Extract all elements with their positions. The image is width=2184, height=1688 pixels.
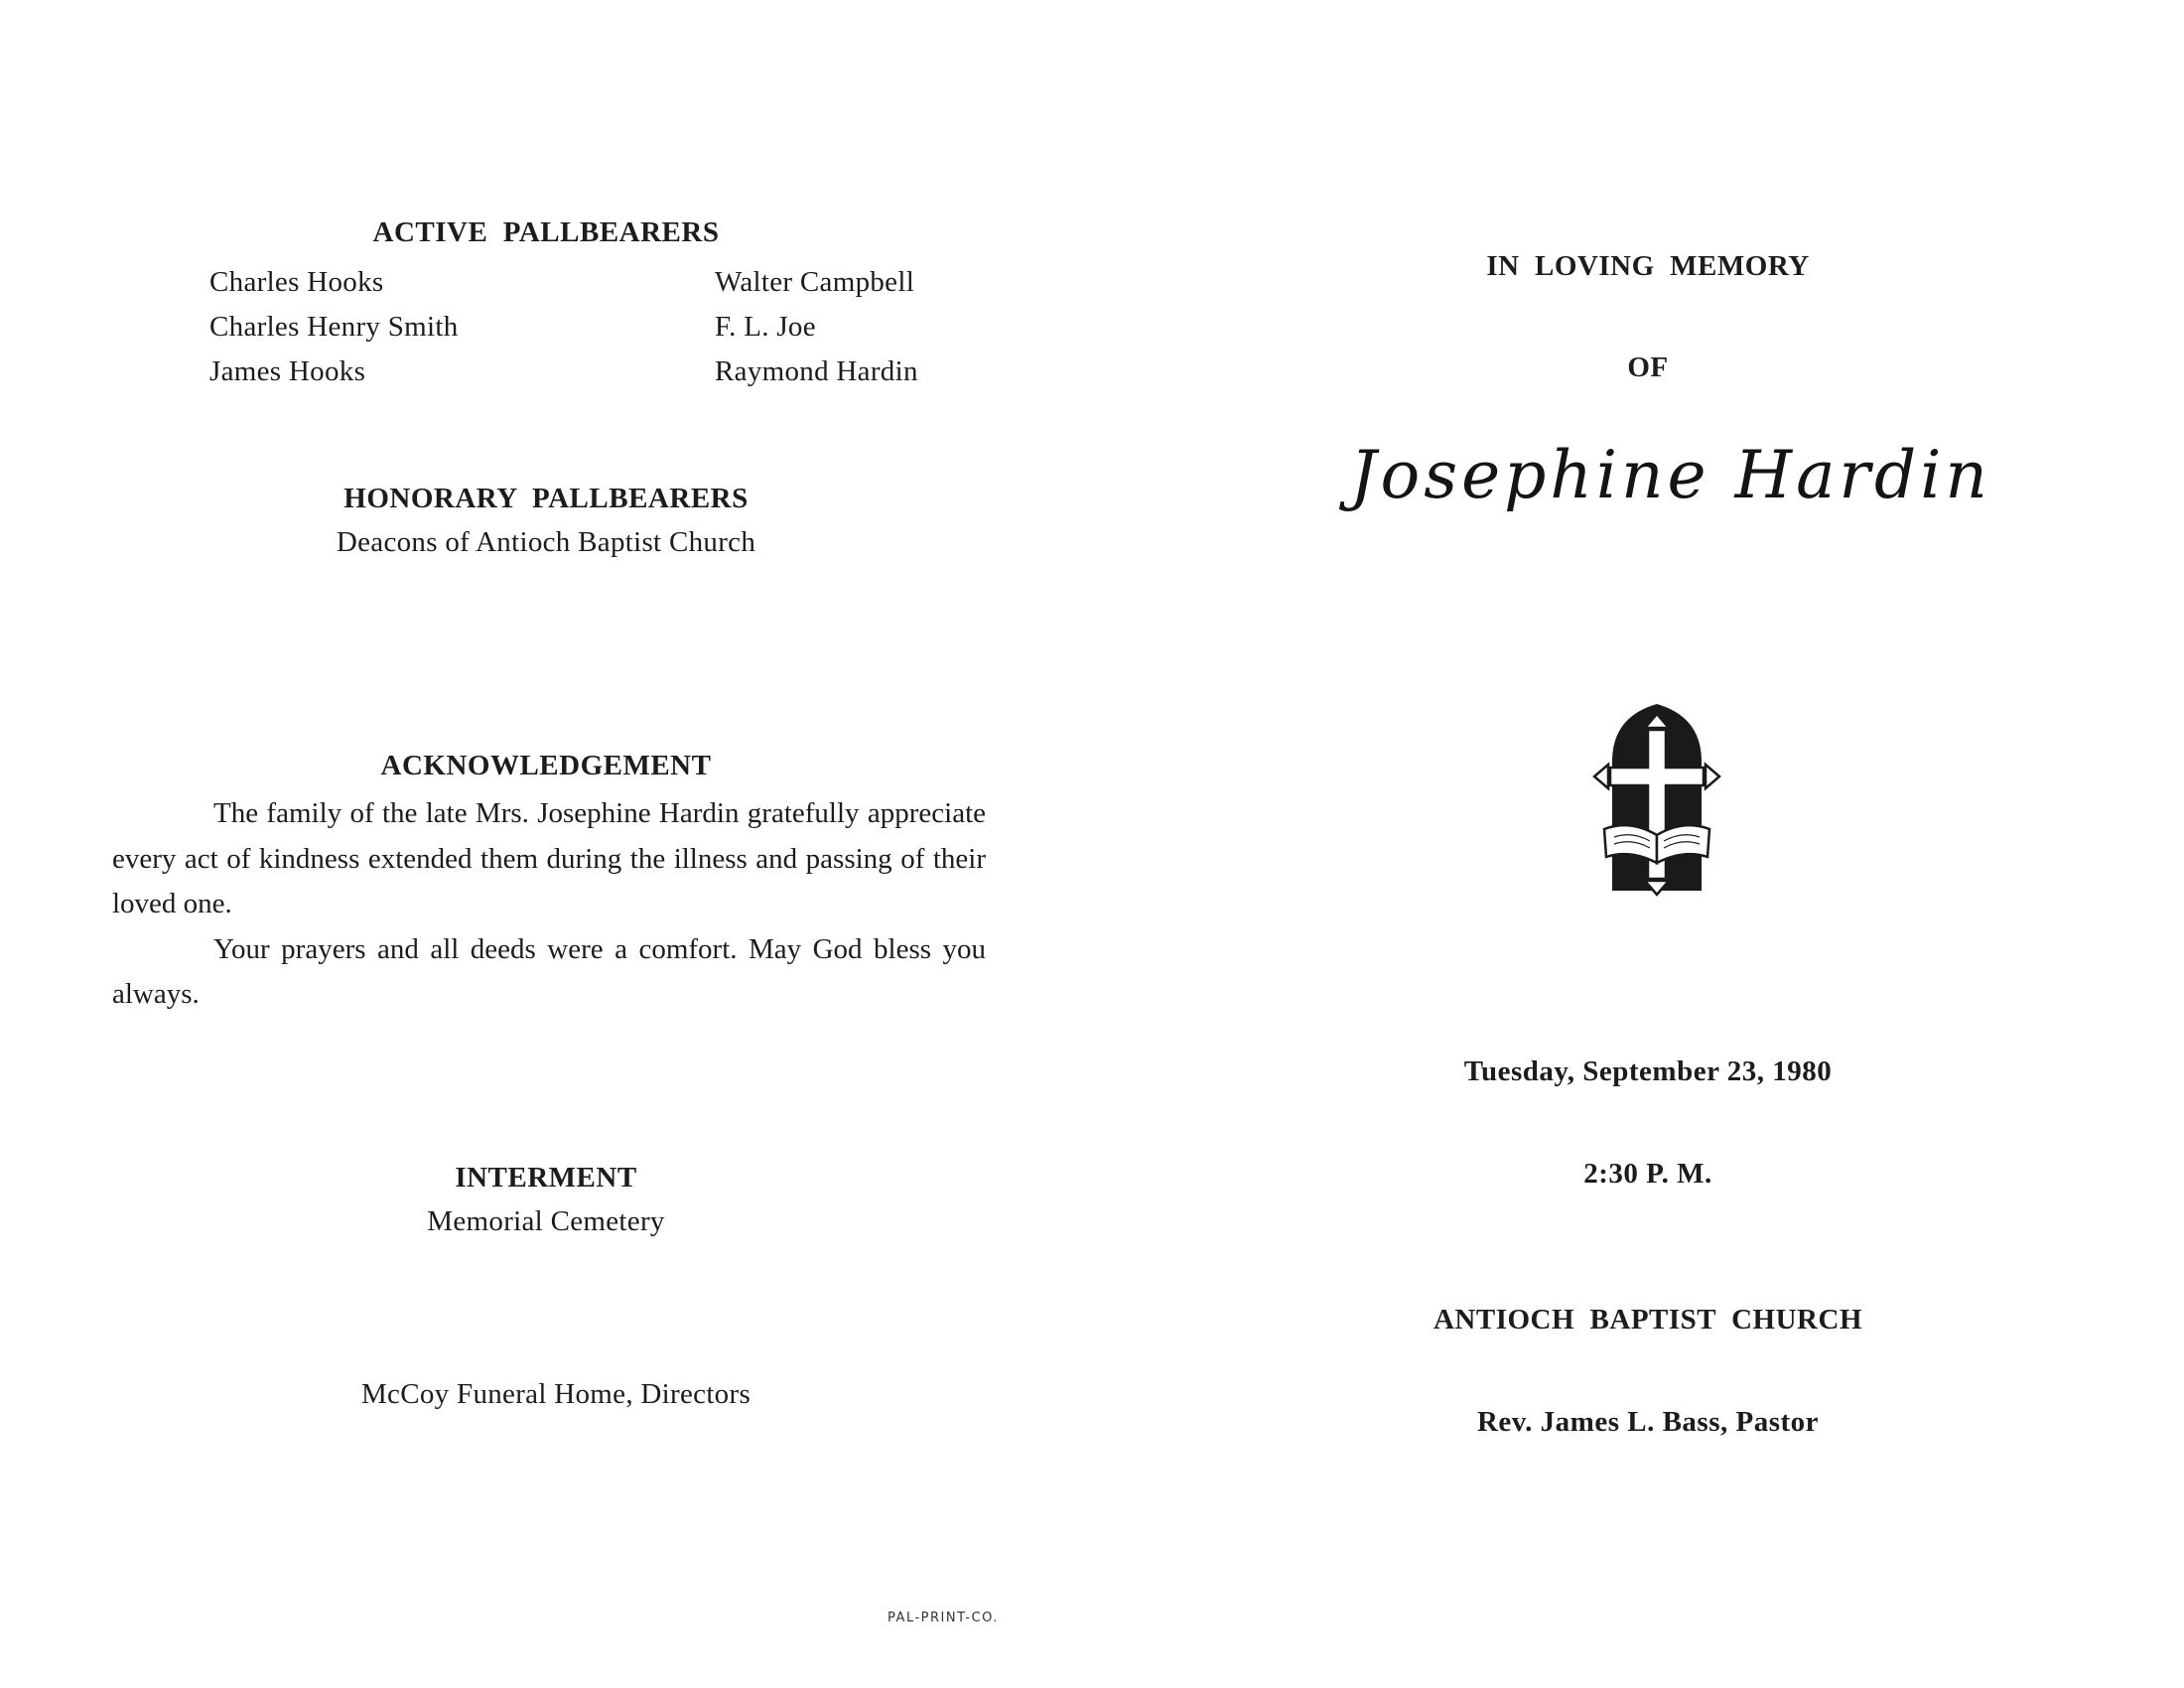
- pallbearer-name: Charles Hooks: [209, 266, 384, 298]
- pallbearer-name: F. L. Joe: [715, 311, 816, 343]
- acknowledgement-paragraph: Your prayers and all deeds were a comfort. May God bless you always.: [112, 932, 986, 1010]
- pallbearer-name: Charles Henry Smith: [209, 311, 459, 343]
- pallbearer-name: Walter Campbell: [715, 266, 915, 298]
- pallbearers-column-1: [209, 260, 626, 394]
- deceased-name: Josephine Hardin: [1350, 437, 1991, 513]
- cross-with-open-bible-icon: [1582, 702, 1731, 901]
- acknowledgement-body: [112, 791, 986, 1018]
- honorary-pallbearers-heading: HONORARY PALLBEARERS: [343, 483, 749, 514]
- printer-mark: PAL-PRINT-CO.: [887, 1611, 999, 1625]
- service-time: 2:30 P. M.: [1583, 1158, 1712, 1190]
- church-name: ANTIOCH BAPTIST CHURCH: [1433, 1304, 1863, 1336]
- pallbearer-name: James Hooks: [209, 355, 366, 387]
- interment-heading: INTERMENT: [455, 1162, 637, 1194]
- honorary-pallbearers-text: Deacons of Antioch Baptist Church: [336, 526, 756, 558]
- pastor-line: Rev. James L. Bass, Pastor: [1476, 1406, 1820, 1438]
- funeral-home-line: McCoy Funeral Home, Directors: [360, 1378, 751, 1410]
- pallbearer-name: Raymond Hardin: [715, 355, 918, 387]
- acknowledgement-heading: ACKNOWLEDGEMENT: [380, 750, 712, 781]
- active-pallbearers-heading: ACTIVE PALLBEARERS: [372, 216, 720, 248]
- service-date: Tuesday, September 23, 1980: [1463, 1055, 1833, 1087]
- of-heading: OF: [1627, 352, 1669, 383]
- acknowledgement-paragraph: The family of the late Mrs. Josephine Hardin gratefully appreciate every act of kindness extended them during the illness and passing of their loved one.: [112, 797, 986, 919]
- in-loving-memory-heading: IN LOVING MEMORY: [1486, 250, 1810, 282]
- interment-location: Memorial Cemetery: [427, 1205, 665, 1237]
- pallbearers-column-2: [715, 260, 1132, 394]
